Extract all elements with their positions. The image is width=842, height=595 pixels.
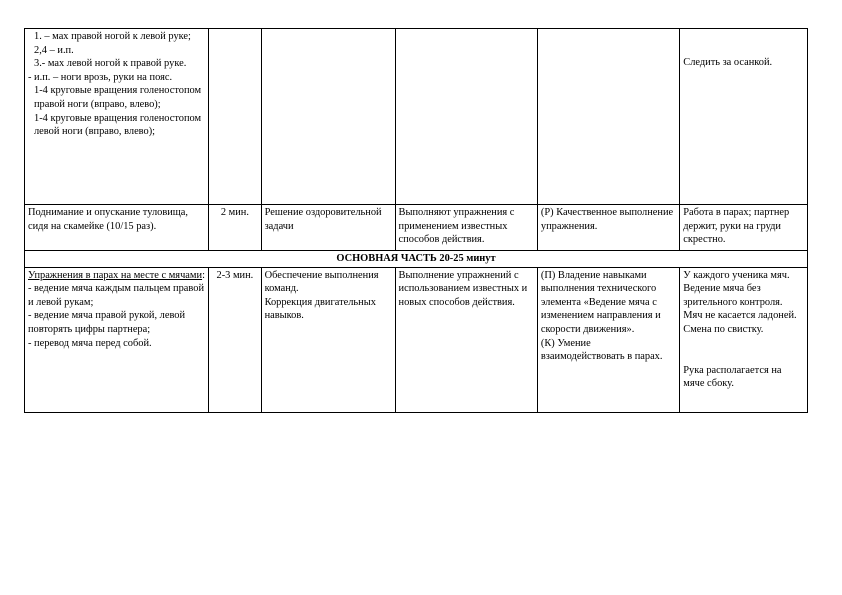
exercise-line: - и.п. – ноги врозь, руки на пояс. [28,71,173,83]
result-line: (К) Умение взаимодействовать в парах. [540,337,663,363]
dosage-cell: 2 мин. [209,205,261,251]
table-row [25,29,808,205]
dosage-cell [209,29,261,205]
exercise-line: - перевод мяча перед собой. [28,337,152,349]
exercise-title: Упражнения в парах на месте с мячами: [28,269,205,281]
result-line: (П) Владение навыками выполнения технического элемента «Ведение мяча с изменением направления и скорости движения». [540,269,661,335]
exercise-line: 1-4 круговые вращения голеностопом левой ноги (вправо, влево); [34,112,202,138]
exercise-line: 1. – мах правой ногой к левой руке; [34,31,191,42]
exercise-line: 1-4 круговые вращения голеностопом правой ноги (вправо, влево); [34,85,202,110]
student-activity-cell: Выполняют упражнения с применением известных способов действия. [395,205,537,251]
task-line: Обеспечение выполнения команд. [264,269,379,295]
task-cell [261,267,395,412]
notes-line: У каждого ученика мяч. Ведение мяча без зрительного контроля. Мяч не касается ладоней. Смена по свистку. [683,269,797,335]
task-line: Коррекция двигательных навыков. [264,296,376,322]
notes-cell [680,29,808,205]
notes-text: Следить за осанкой. [683,57,773,68]
section-title: ОСНОВНАЯ ЧАСТЬ 20-25 минут [25,251,808,268]
notes-cell [680,267,808,412]
notes-line: Рука располагается на мяче сбоку. [683,364,782,390]
student-activity-cell [395,29,537,205]
lesson-plan-table [24,28,808,413]
task-cell: Решение оздоровительной задачи [261,205,395,251]
exercise-line: - ведение мяча каждым пальцем правой и левой рукам; [28,283,205,308]
dosage-cell: 2-3 мин. [209,267,261,412]
exercise-cell [25,267,209,412]
result-cell [537,267,679,412]
result-cell: (Р) Качественное выполнение упражнения. [537,205,679,251]
task-cell [261,29,395,205]
notes-cell: Работа в парах; партнер держит, руки на груди скрестно. [680,205,808,251]
exercise-line: - ведение мяча правой рукой, левой повторять цифры партнера; [28,310,186,335]
table-row [25,267,808,412]
section-row [25,251,808,268]
result-cell [537,29,679,205]
exercise-line: 3.- мах левой ногой к правой руке. [34,58,187,70]
exercise-cell: Поднимание и опускание туловища, сидя на скамейке (10/15 раз). [25,205,209,251]
exercise-line: 2,4 – и.п. [34,44,74,56]
exercise-cell [25,29,209,205]
student-activity-cell: Выполнение упражнений с использованием известных и новых способов действия. [395,267,537,412]
table-row [25,205,808,251]
